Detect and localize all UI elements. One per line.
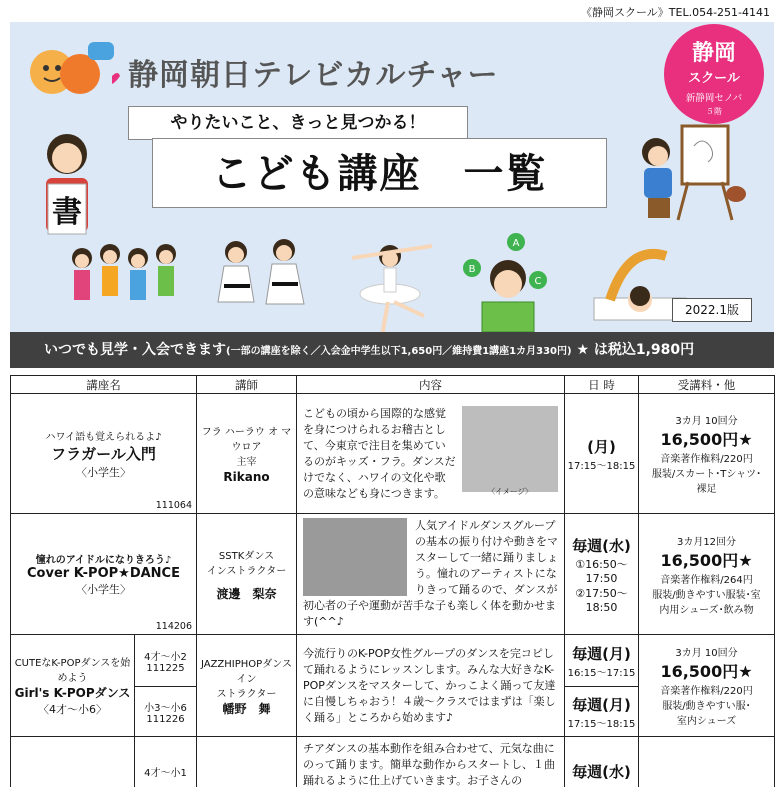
- time-label: 17:15～18:15: [567, 460, 636, 472]
- time-label: ②17:50～: [575, 586, 628, 600]
- calligraphy-char: 書: [52, 195, 82, 230]
- header-banner: [10, 22, 774, 340]
- brand-logo-icon: [22, 36, 122, 102]
- class-grade: 小3～小6: [144, 702, 187, 714]
- datetime-cell: [565, 687, 639, 737]
- teacher-role2: 主宰: [236, 457, 257, 468]
- photo-caption: 〈イメージ〉: [487, 486, 533, 496]
- datetime-cell: [565, 635, 639, 687]
- version-label: 2022.1版: [672, 298, 752, 322]
- time-label: ①16:50～: [575, 557, 628, 571]
- fee-cell: [639, 514, 775, 635]
- class-cell: [135, 635, 197, 687]
- reading-boy-illustration: [456, 228, 566, 334]
- kpop-photo-image: [303, 518, 407, 596]
- teacher-role2: インストラクター: [206, 565, 287, 577]
- teacher-cell: [197, 737, 297, 787]
- course-cell: [11, 737, 135, 787]
- fee-note: 3カ月 10回分: [675, 648, 738, 659]
- tagline: やりたいこと、きっと見つかる！: [128, 106, 468, 140]
- content-cell: [297, 394, 565, 514]
- class-cell: [135, 737, 197, 787]
- page-title: こども講座 一覧: [152, 138, 607, 208]
- fee-extra: 音楽著作権料/220円: [660, 454, 753, 465]
- course-code: 114206: [155, 621, 192, 632]
- time-label: 17:50: [585, 571, 618, 585]
- col-header-content: 内容: [297, 376, 565, 394]
- content-text: チアダンスの基本動作を組み合わせて、元気な曲にのって踊ります。簡単な動作からスタートし、１曲踊れるように仕上げていきます。お子さんの: [303, 742, 556, 787]
- notice-small: (一部の講座を除く／入会金中学生以下1,650円／維持費1講座1カ月330円): [226, 346, 572, 357]
- course-subtitle: 憧れのアイドルになりきろう♪: [35, 555, 172, 566]
- teacher-name: 渡邊 梨奈: [216, 586, 277, 601]
- badge-line4: ５階: [706, 107, 722, 116]
- class-code: 111225: [146, 662, 185, 674]
- table-row: [11, 514, 775, 635]
- painting-girl-illustration: [628, 122, 748, 222]
- day-label: 毎週(月): [572, 644, 631, 663]
- datetime-cell: [565, 737, 639, 787]
- fee-extra: 服装/動きやすい服装･室: [652, 589, 761, 601]
- table-header-row: [11, 376, 775, 394]
- fee-extra: 服装/スカート･Tシャツ･: [651, 469, 762, 480]
- fee-cell: [639, 737, 775, 787]
- brand-name: 静岡朝日テレビカルチャー: [128, 58, 499, 93]
- badge-line3: 新静岡セノバ: [685, 93, 743, 104]
- course-subtitle: ハワイ語も覚えられるよ♪: [45, 431, 162, 443]
- fee-amount: 16,500円★: [660, 550, 753, 570]
- course-code: 111064: [155, 500, 192, 511]
- notice-bar: [10, 332, 774, 368]
- course-cell: [11, 635, 135, 737]
- course-name: Cover K-POP★DANCE: [27, 566, 180, 581]
- teacher-name: Rikano: [223, 470, 270, 484]
- day-label: 毎週(月): [572, 695, 631, 714]
- col-header-course: 講座名: [11, 376, 197, 394]
- content-text: 今流行りのK-POP女性グループのダンスを完コピして踊れるようにレッスンします。みんな大好きなK-POPダンスをマスターして、かっこよく踊って友達に自慢しちゃおう！４歳～クラスではまずは「楽しく踊る」ところから始めます♪: [303, 646, 556, 724]
- datetime-cell: [565, 514, 639, 635]
- day-label: 毎週(水): [572, 536, 631, 555]
- content-cell: [297, 737, 565, 787]
- course-name: フラガール入門: [51, 444, 156, 463]
- class-code: 111226: [146, 713, 185, 725]
- course-target: 〈4才～小6〉: [38, 703, 107, 716]
- fee-amount: 16,500円★: [660, 662, 753, 681]
- fee-extra: 内用シューズ･飲み物: [659, 604, 754, 616]
- fee-cell: [639, 635, 775, 737]
- fee-extra: 音楽著作権料/264円: [660, 574, 753, 586]
- fee-extra: 音楽著作権料/220円: [660, 686, 753, 697]
- teacher-cell: [197, 635, 297, 737]
- ballerina-illustration: [332, 238, 442, 338]
- table-row: [11, 394, 775, 514]
- fee-extra: 服装/動きやすい服･: [662, 701, 751, 712]
- time-label: 18:50: [585, 600, 618, 614]
- fee-note: 3カ月12回分: [676, 536, 737, 548]
- fee-note: 3カ月 10回分: [675, 416, 738, 427]
- course-name: Girl's K-POPダンス: [14, 686, 131, 700]
- class-grade: 4才～小2: [144, 651, 187, 663]
- svg-text:B: B: [468, 264, 476, 275]
- notice-main: いつでも見学・入会できます: [44, 342, 226, 358]
- fee-extra: 室内シューズ: [676, 716, 737, 727]
- fee-cell: [639, 394, 775, 514]
- content-text: 人気アイドルダンスグループの基本の振り付けや動きをマスターして一緒に踊りましょう。憧れのアーティストになりきって踊るので、ダンスが初心者の子や運動が苦手な子も楽しく体を動かせます(^^♪: [303, 519, 558, 628]
- dancing-kids-illustration: [68, 236, 188, 322]
- svg-text:A: A: [512, 238, 520, 249]
- teacher-role: JAZZHIPHOPダンスイン: [200, 658, 293, 685]
- col-header-datetime: 日 時: [565, 376, 639, 394]
- course-target: 〈小学生〉: [76, 583, 131, 596]
- course-cell: [11, 394, 197, 514]
- content-cell: [297, 514, 565, 635]
- teacher-cell: [197, 514, 297, 635]
- day-label: 毎週(水): [572, 763, 631, 781]
- teacher-role: SSTKダンス: [218, 550, 275, 562]
- table-row: [11, 635, 775, 687]
- course-subtitle: CUTEなK-POPダンスを始めよう: [14, 658, 131, 684]
- notice-tail: ★ は税込1,980円: [576, 342, 695, 358]
- school-badge: [664, 24, 764, 124]
- day-label: (月): [587, 437, 616, 456]
- time-label: 16:15～17:15: [567, 667, 636, 679]
- table-row: [11, 737, 775, 787]
- fee-amount: 16,500円★: [660, 430, 753, 449]
- teacher-role2: ストラクター: [216, 688, 277, 700]
- course-target: 〈小学生〉: [76, 465, 131, 479]
- course-cell: [11, 514, 197, 635]
- col-header-teacher: 講師: [197, 376, 297, 394]
- content-cell: [297, 635, 565, 737]
- calligraphy-girl-illustration: [32, 128, 102, 248]
- hula-photo-image: [462, 406, 558, 496]
- svg-text:C: C: [534, 276, 542, 287]
- datetime-cell: [565, 394, 639, 514]
- col-header-fee: 受講料・他: [639, 376, 775, 394]
- badge-line1: 静岡: [691, 41, 736, 66]
- fee-extra: 裸足: [696, 484, 717, 495]
- teacher-role: フラ ハーラウ オ マウロア: [201, 427, 292, 453]
- badge-line2: スクール: [688, 71, 740, 86]
- school-phone: 《静岡スクール》TEL.054-251-4141: [581, 6, 770, 19]
- content-text: こどもの頃から国際的な感覚を身につけられるお稽古として、今東京で注目を集めているのがキッズ・フラ。ダンスだけでなく、ハワイの文化や歌の意味なども身につきます。: [303, 406, 456, 500]
- karate-kids-illustration: [204, 236, 314, 330]
- class-cell: [135, 687, 197, 737]
- time-label: 17:15～18:15: [567, 718, 636, 730]
- course-table: [10, 375, 775, 787]
- teacher-cell: [197, 394, 297, 514]
- class-grade: 4才～小1: [144, 768, 187, 779]
- teacher-name: 幡野 舞: [222, 701, 271, 716]
